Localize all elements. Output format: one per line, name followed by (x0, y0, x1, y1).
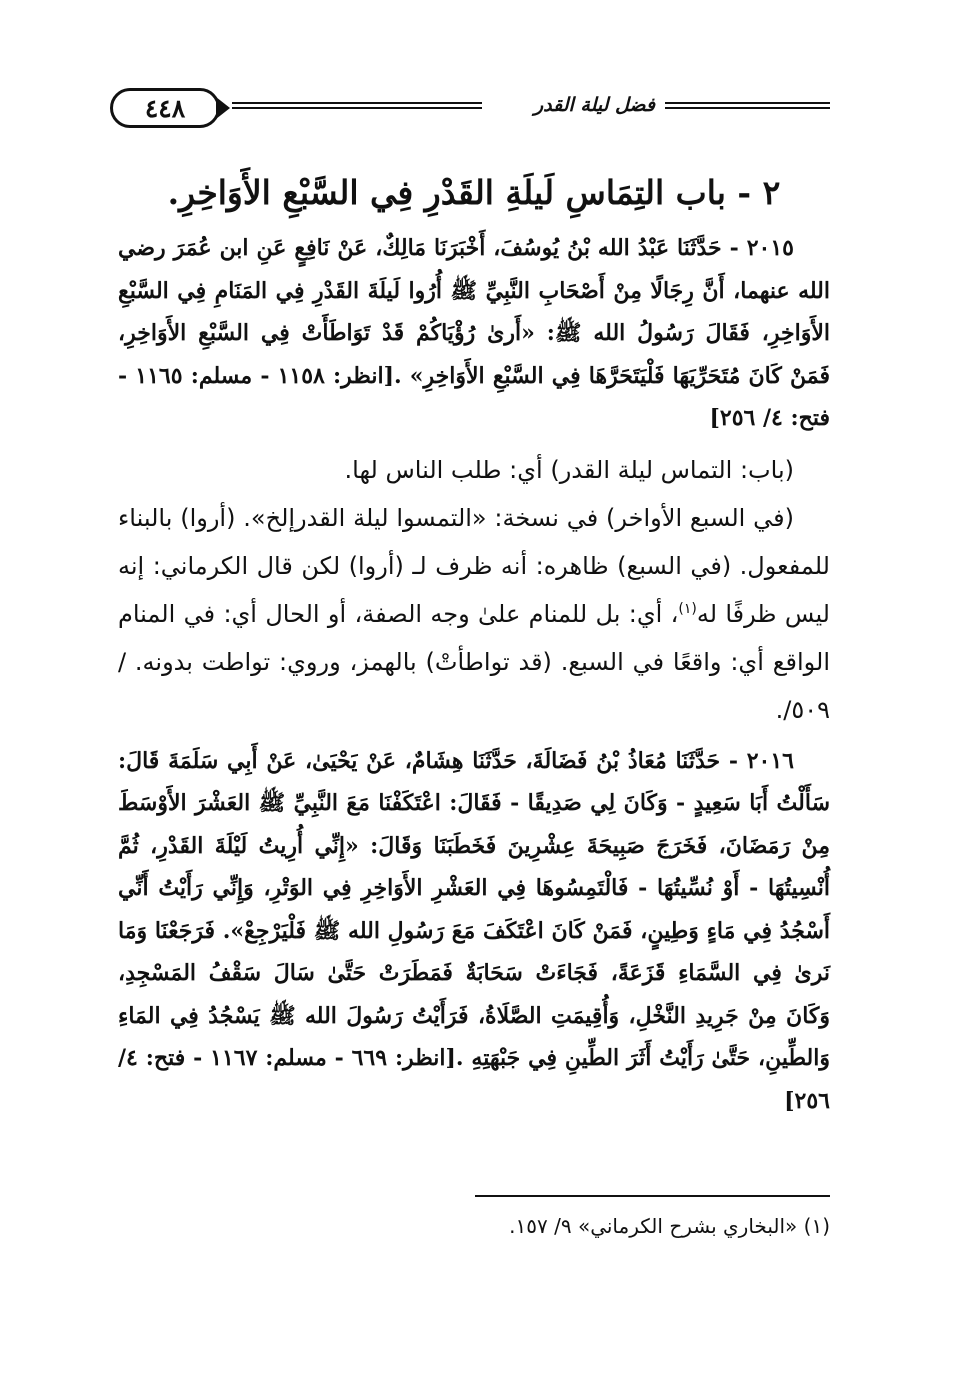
page-header (110, 88, 830, 132)
commentary-paragraph-1: (باب: التماس ليلة القدر) أي: طلب الناس لها. (344, 455, 794, 484)
chapter-heading: ٢ - باب التِمَاسِ لَيلَةِ القَدْرِ فِي السَّبْعِ الأَوَاخِرِ. (167, 173, 781, 212)
footnote: (١) «البخاري بشرح الكرماني» ٩/ ١٥٧. (509, 1214, 830, 1238)
commentary-text-after-ref: ، أي: بل للمنام علىٰ وجه الصفة، أو الحال أي: في المنام الواقع أي: واقعًا في السبع. (قد تواطأتْ) بالهمز، وروي: تواطت بدونه. /٥٠٩/. (118, 599, 830, 724)
commentary-paragraph-2 (118, 494, 830, 734)
running-title: فضل ليلة القدر (533, 94, 655, 116)
footnote-separator (475, 1195, 830, 1197)
page-number: ٤٤٨ (144, 93, 186, 123)
page-number-badge (110, 88, 220, 128)
header-rule-left (232, 102, 482, 109)
commentary-text-before-ref: (في السبع الأواخر) في نسخة: «التمسوا ليلة القدرإلخ». (أروا) بالبناء للمفعول. (في السبع) ظاهره: أنه ظرف لـ (أروا) لكن قال الكرماني: إنه ليس ظرفًا له (118, 503, 830, 628)
badge-arrow-ornament (216, 97, 230, 119)
hadith-2016: ٢٠١٦ - حَدَّثَنَا مُعَاذُ بْنُ فَضَالَةَ، حَدَّثَنَا هِشَامٌ، عَنْ يَحْيَىٰ، عَنْ أَبِي سَلَمَةَ قَالَ: سَأَلْتُ أَبَا سَعِيدٍ - وَكَانَ لِي صَدِيقًا - فَقَالَ: اعْتَكَفْنَا مَعَ النَّبِيِّ ﷺ العَشْرَ الأَوْسَطَ مِنْ رَمَضَانَ، فَخَرَجَ صَبِيحَةَ عِشْرِينَ فَخَطَبَنَا وَقَالَ: «إِنِّي أُرِيتُ لَيْلَةَ القَدْرِ، ثُمَّ أُنْسِيتُهَا - أَوْ نُسِّيتُهَا - فَالْتَمِسُوهَا فِي العَشْرِ الأَوَاخِرِ فِي الوَتْرِ، وَإِنِّي رَأَيْتُ أَنِّي أَسْجُدُ فِي مَاءٍ وَطِينٍ، فَمَنْ كَانَ اعْتَكَفَ مَعَ رَسُولِ الله ﷺ فَلْيَرْجِعْ». فَرَجَعْنَا وَمَا نَرىٰ فِي السَّمَاءِ قَزَعَةً، فَجَاءَتْ سَحَابَةٌ فَمَطَرَتْ حَتَّىٰ سَالَ سَقْفُ المَسْجِدِ، وَكَانَ مِنْ جَرِيدِ النَّخْلِ، وَأُقِيمَتِ الصَّلَاةُ، فَرَأَيْتُ رَسُولَ الله ﷺ يَسْجُدُ فِي المَاءِ وَالطِّينِ، حَتَّىٰ رَأَيْتُ أَثَرَ الطِّينِ فِي جَبْهَتِهِ .[انظر: ٦٦٩ - مسلم: ١١٦٧ - فتح: ٤/ ٢٥٦] (118, 747, 831, 1114)
page-content (118, 165, 830, 1122)
header-rule-right (665, 102, 830, 109)
hadith-2015: ٢٠١٥ - حَدَّثَنَا عَبْدُ الله بْنُ يُوسُفَ، أَخْبَرَنَا مَالِكٌ، عَنْ نَافِعٍ عَنِ ابن عُمَرَ رضي الله عنهما، أَنَّ رِجَالًا مِنْ أَصْحَابِ النَّبِيِّ ﷺ أُرُوا لَيلَةَ القَدْرِ فِي المَنَامِ فِي السَّبْعِ الأَوَاخِرِ، فَقَالَ رَسُولُ الله ﷺ: «أَرىٰ رُؤْيَاكُمْ قَدْ تَوَاطَأَتْ فِي السَّبْعِ الأَوَاخِرِ، فَمَنْ كَانَ مُتَحَرِّيَهَا فَلْيَتَحَرَّهَا فِي السَّبْعِ الأَوَاخِرِ» .[انظر: ١١٥٨ - مسلم: ١١٦٥ - فتح: ٤/ ٢٥٦] (118, 235, 830, 431)
footnote-reference-marker: (١) (678, 600, 697, 617)
